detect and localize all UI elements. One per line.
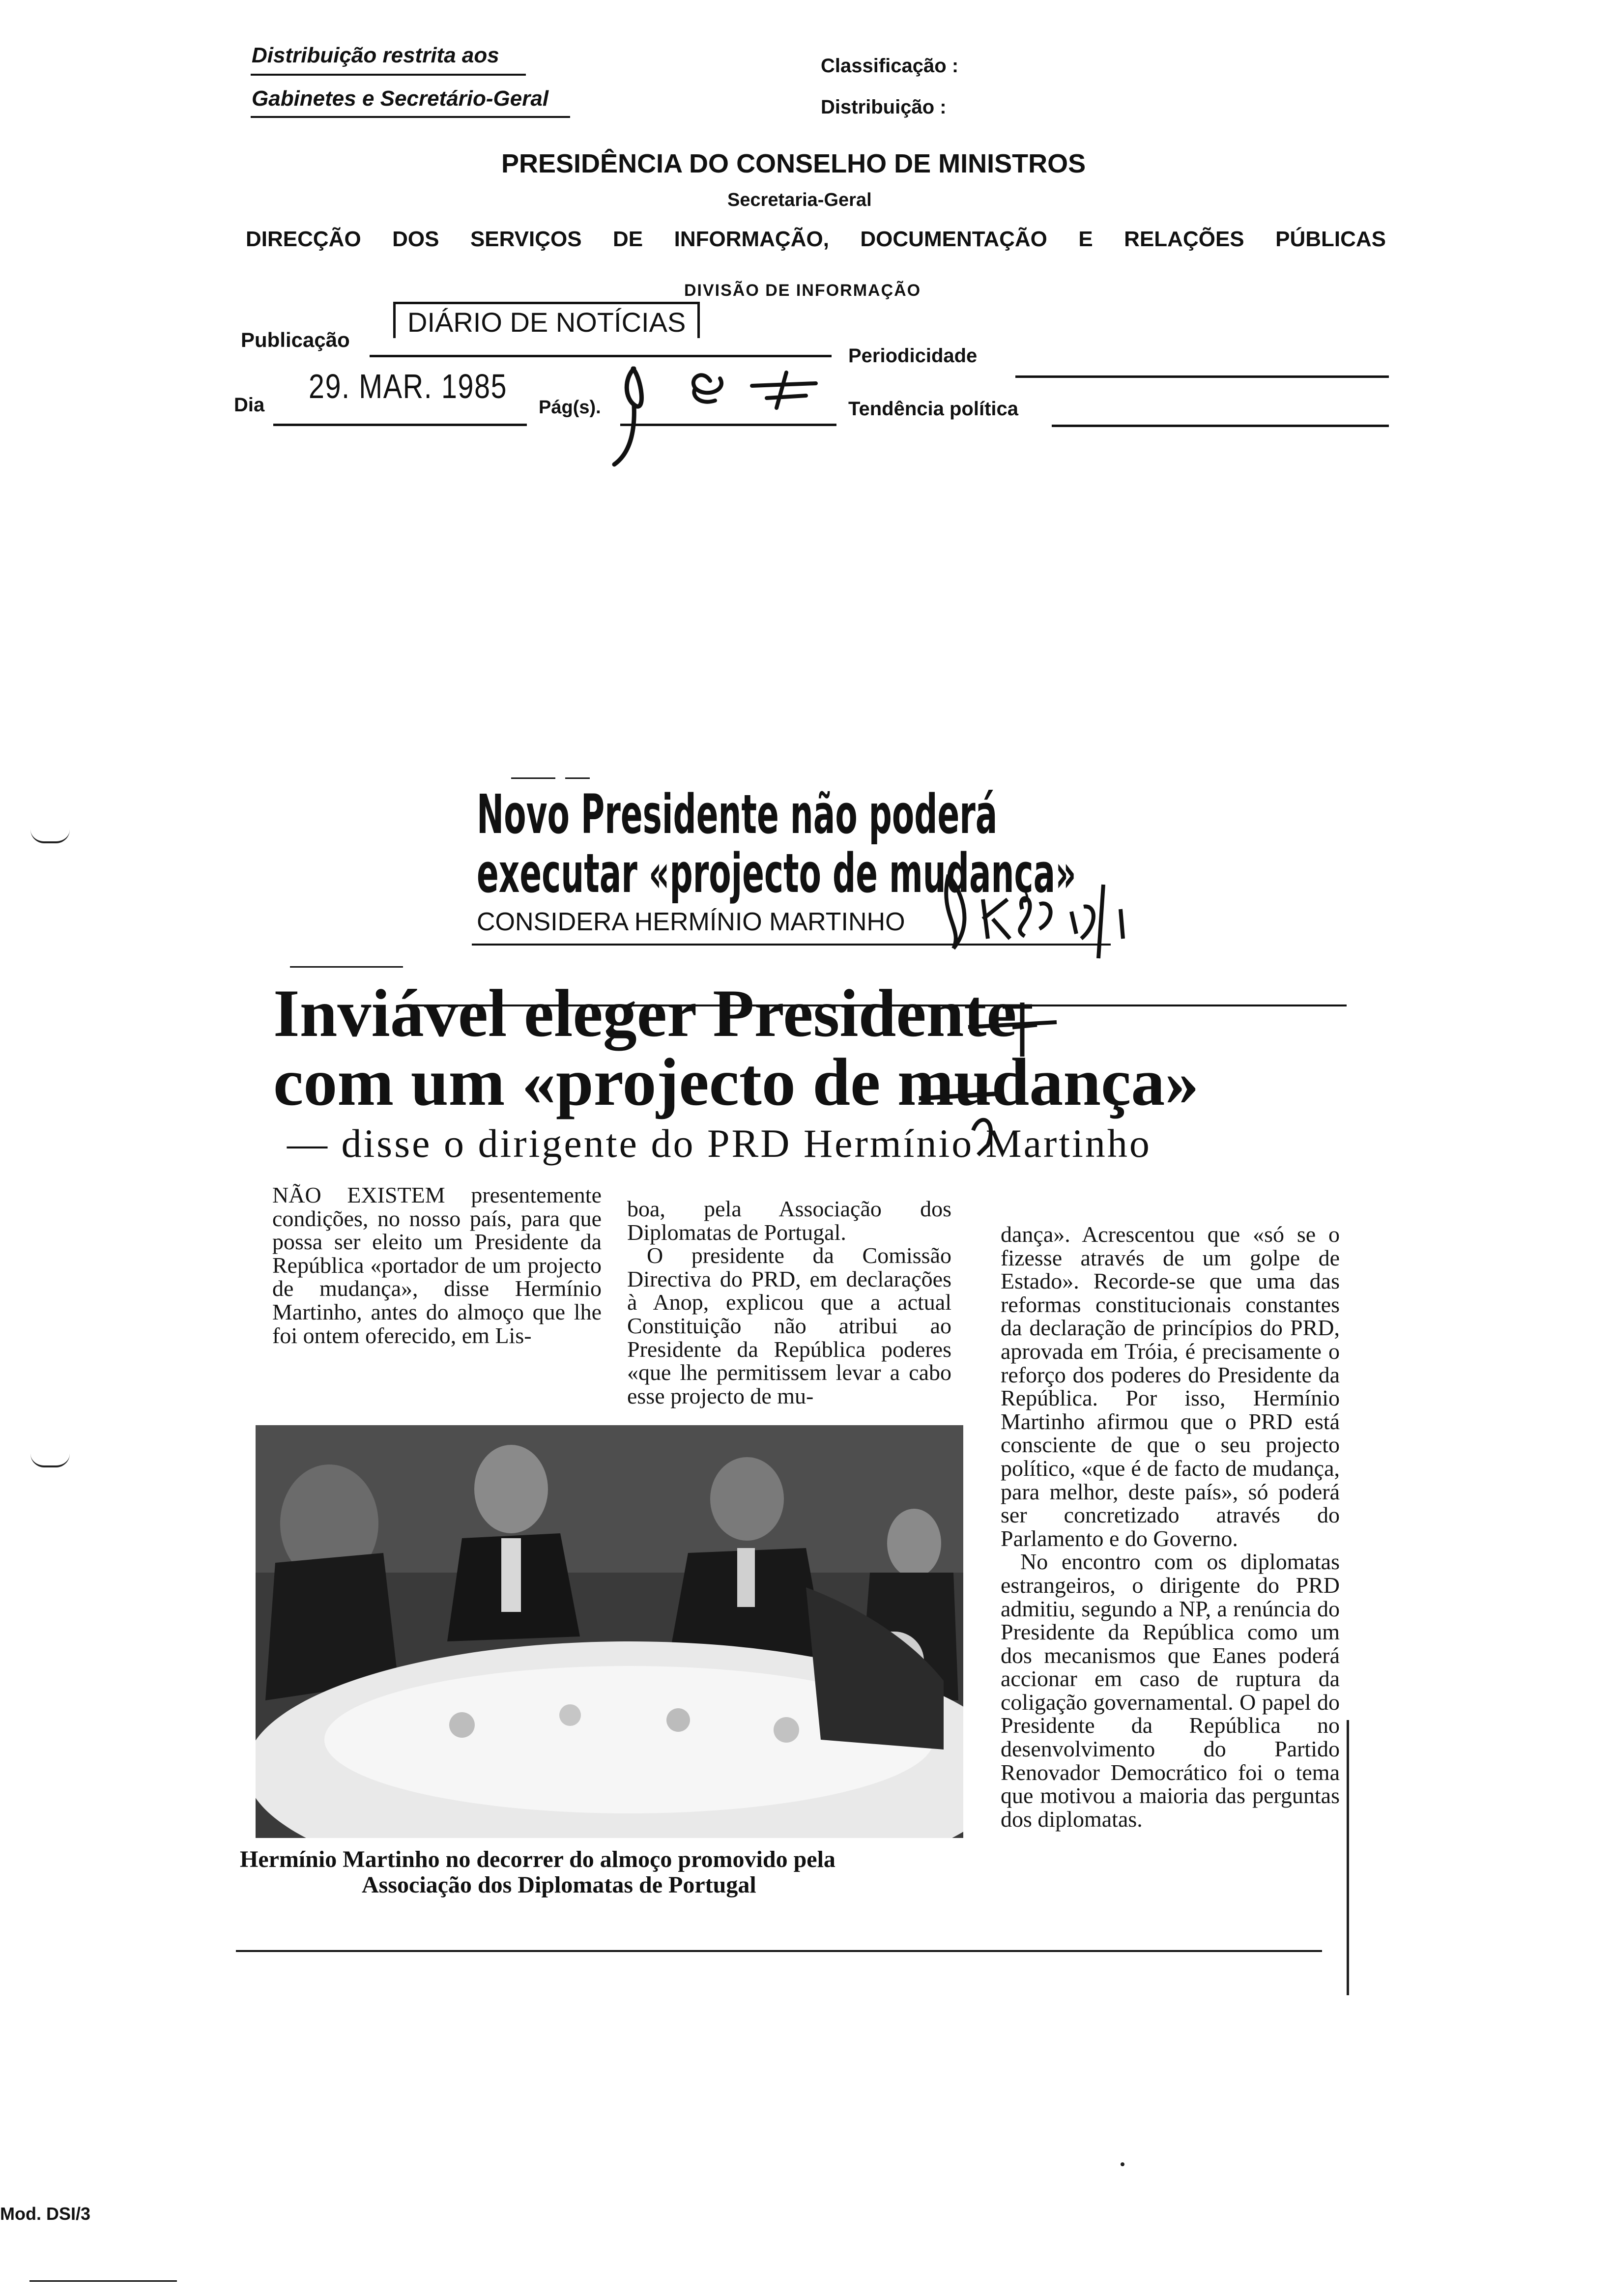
publicacao-label: Publicação — [241, 328, 350, 351]
classificacao-label: Classificação : — [821, 55, 959, 77]
clip1-byline: CONSIDERA HERMÍNIO MARTINHO — [477, 908, 905, 936]
handwritten-page-mark — [604, 359, 835, 472]
form-code: Mod. DSI/3 — [0, 2204, 91, 2224]
org-title: PRESIDÊNCIA DO CONSELHO DE MINISTROS — [501, 149, 1086, 178]
col2-paragraph-2: O presidente da Comissão Directiva do PRD, em declarações à Anop, explicou que a actual Constituição não atribui ao Presidente da República poderes «que lhe permitissem levar a cabo esse projecto de mu- — [627, 1243, 951, 1408]
article-column-3 — [1001, 1223, 1340, 1831]
division-line: DIVISÃO DE INFORMAÇÃO — [684, 281, 921, 300]
restriction-line-1: Distribuição restrita aos — [252, 43, 499, 67]
col3-paragraph-2: No encontro com os diplomatas estrangeiros, o dirigente do PRD admitiu, segundo a NP, a renúncia do Presidente da República como um dos mecanismos que Eanes poderá accionar em caso de ruptura da coligação governamental. O papel do Presidente da República no desenvolvimento do Partido Renovador Democrático foi o tema que motivou a maioria das perguntas dos diplomatas. — [1001, 1549, 1340, 1832]
article-title-line1: Inviável eleger Presidente — [273, 976, 1017, 1051]
dia-label: Dia — [234, 394, 265, 416]
article-column-2 — [627, 1197, 951, 1407]
publication-stamp: DIÁRIO DE NOTÍCIAS — [393, 302, 700, 338]
col3-paragraph-1: dança». Acrescentou que «só se o fizesse através de um golpe de Estado». Recorde-se que uma das reformas constitucionais constantes da declaração de princípios do PRD, aprovada em Tróia, é precisamente o reforço dos poderes do Presidente da República. Por isso, Hermínio Martinho afirmou que o PRD está consciente de que o seu projecto político, «que é de facto de mudança, para melhor, deste país», só poderá ser concretizado através do Parlamento e do Governo. — [1001, 1222, 1340, 1551]
photo-diners-at-table — [256, 1425, 963, 1838]
distribuicao-label: Distribuição : — [821, 96, 947, 118]
dia-value: 29. MAR. 1985 — [309, 367, 508, 405]
org-subtitle: Secretaria-Geral — [727, 190, 872, 210]
photo-caption-line2: Associação dos Diplomatas de Portugal — [362, 1872, 756, 1898]
article-title-line2: com um «projecto de mudança» — [273, 1044, 1199, 1119]
article-column-1 — [272, 1183, 602, 1347]
clip1-headline-line1: Novo Presidente não poderá — [477, 783, 998, 846]
photo-caption-line1: Hermínio Martinho no decorrer do almoço promovido pela — [240, 1846, 835, 1872]
handwritten-annotation — [934, 865, 1140, 963]
directorate-line: DIRECÇÃO DOS SERVIÇOS DE INFORMAÇÃO, DOCUMENTAÇÃO E RELAÇÕES PÚBLICAS — [246, 227, 1386, 251]
periodicidade-label: Periodicidade — [848, 345, 978, 367]
article-photo — [256, 1425, 963, 1838]
clip1-headline-line2: executar «projecto de mudança» — [477, 842, 1076, 905]
tendencia-label: Tendência política — [848, 398, 1018, 420]
title-handwriting — [855, 998, 1199, 1165]
col1-text: NÃO EXISTEM presentemente condições, no nosso país, para que possa ser eleito um Presidente da República «portador de um projecto de mudança», disse Hermínio Martinho, antes do almoço que lhe foi ontem oferecido, em Lis- — [272, 1182, 602, 1348]
col2-paragraph-1: boa, pela Associação dos Diplomatas de Portugal. — [627, 1196, 951, 1245]
article-subtitle: — disse o dirigente do PRD Hermínio Martinho — [287, 1121, 1151, 1166]
restriction-line-2: Gabinetes e Secretário-Geral — [252, 86, 549, 111]
pags-label: Pág(s). — [539, 397, 601, 418]
